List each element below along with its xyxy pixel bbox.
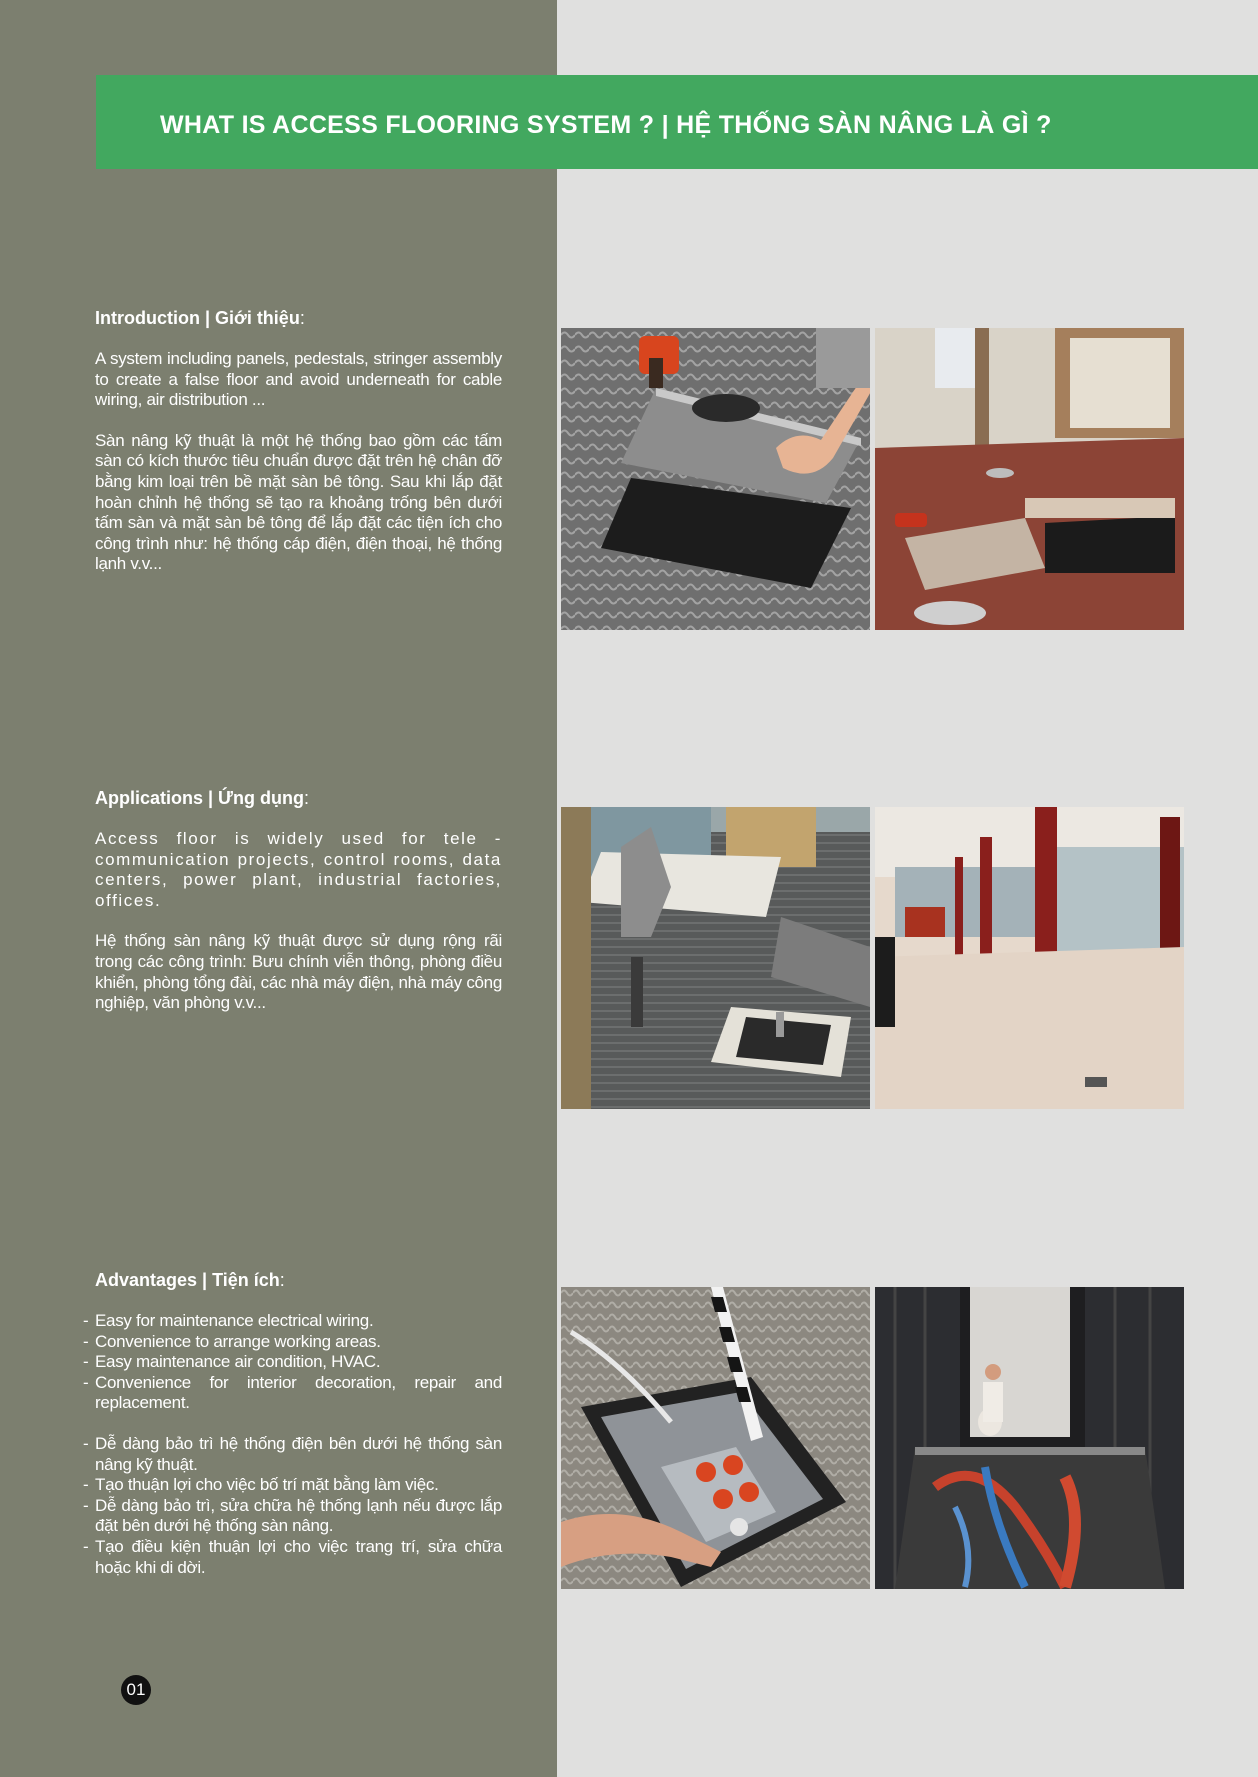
workstation-photo-image	[561, 807, 870, 1109]
introduction-paragraph-vi: Sàn nâng kỹ thuật là một hệ thống bao gồm các tấm sàn có kích thước tiêu chuẩn được đặt trên hệ chân đỡ bằng kim loại trên bề mặt sàn bê tông. Sau khi lắp đặt hoàn chỉnh hệ thống sẽ tạo ra khoảng trống bên dưới tấm sàn và mặt sàn bê tông để lắp đặt các tiện ích cho công trình như: hệ thống cáp điện, điện thoại, hệ thống lạnh v.v...	[95, 430, 502, 574]
photo-floor-outlet-box	[561, 1287, 870, 1589]
photo-workstation	[561, 807, 870, 1109]
applications-heading-colon: :	[303, 788, 309, 808]
advantages-section	[95, 1269, 502, 1598]
applications-paragraph-vi: Hệ thống sàn nâng kỹ thuật được sử dụng rộng rãi trong các công trình: Bưu chính viễn thông, phòng điều khiển, phòng tổng đài, các nhà máy điện, nhà máy công nghiệp, văn phòng v.v...	[95, 931, 502, 1013]
list-item: - Easy for maintenance electrical wiring.	[95, 1311, 502, 1332]
advantages-heading	[95, 1269, 502, 1291]
photo-panel-lifting	[561, 328, 870, 630]
list-item: - Easy maintenance air condition, HVAC.	[95, 1352, 502, 1373]
applications-section	[95, 787, 502, 1034]
advantages-heading-colon: :	[279, 1270, 285, 1290]
photo-office-corridor	[875, 807, 1184, 1109]
applications-heading-text: Applications | Ứng dụng	[95, 788, 304, 808]
advantages-heading-text: Advantages | Tiện ích	[95, 1270, 280, 1290]
introduction-heading-colon: :	[299, 308, 305, 328]
list-item: - Tạo thuận lợi cho việc bố trí mặt bằng làm việc.	[95, 1475, 502, 1496]
page-number-badge: 01	[121, 1675, 151, 1705]
advantages-list-en	[95, 1311, 502, 1414]
office-floor-photo-image	[875, 328, 1184, 630]
header-banner	[96, 75, 1258, 169]
server-room-photo-image	[875, 1287, 1184, 1589]
list-item: - Tạo điều kiện thuận lợi cho việc trang trí, sửa chữa hoặc khi di dời.	[95, 1537, 502, 1578]
list-item: - Convenience for interior decoration, repair and replacement.	[95, 1373, 502, 1414]
advantages-list-vi	[95, 1434, 502, 1578]
floor-outlet-photo-image	[561, 1287, 870, 1589]
applications-heading	[95, 787, 502, 809]
introduction-heading	[95, 307, 502, 329]
list-item: - Convenience to arrange working areas.	[95, 1332, 502, 1353]
introduction-heading-text: Introduction | Giới thiệu	[95, 308, 300, 328]
list-item: - Dễ dàng bảo trì, sửa chữa hệ thống lạnh nếu được lắp đặt bên dưới hệ thống sàn nâng.	[95, 1496, 502, 1537]
page-title: WHAT IS ACCESS FLOORING SYSTEM ? | HỆ THỐNG SÀN NÂNG LÀ GÌ ?	[160, 111, 1052, 139]
list-item: - Dễ dàng bảo trì hệ thống điện bên dưới hệ thống sàn nâng kỹ thuật.	[95, 1434, 502, 1475]
introduction-section	[95, 307, 502, 595]
photo-server-room	[875, 1287, 1184, 1589]
photo-office-floor	[875, 328, 1184, 630]
panel-lifting-photo-image	[561, 328, 870, 630]
office-corridor-photo-image	[875, 807, 1184, 1109]
applications-paragraph-en: Access floor is widely used for tele - communication projects, control rooms, data centers, power plant, industrial factories, offices.	[95, 829, 502, 910]
introduction-paragraph-en: A system including panels, pedestals, stringer assembly to create a false floor and avoid underneath for cable wiring, air distribution ...	[95, 349, 502, 410]
